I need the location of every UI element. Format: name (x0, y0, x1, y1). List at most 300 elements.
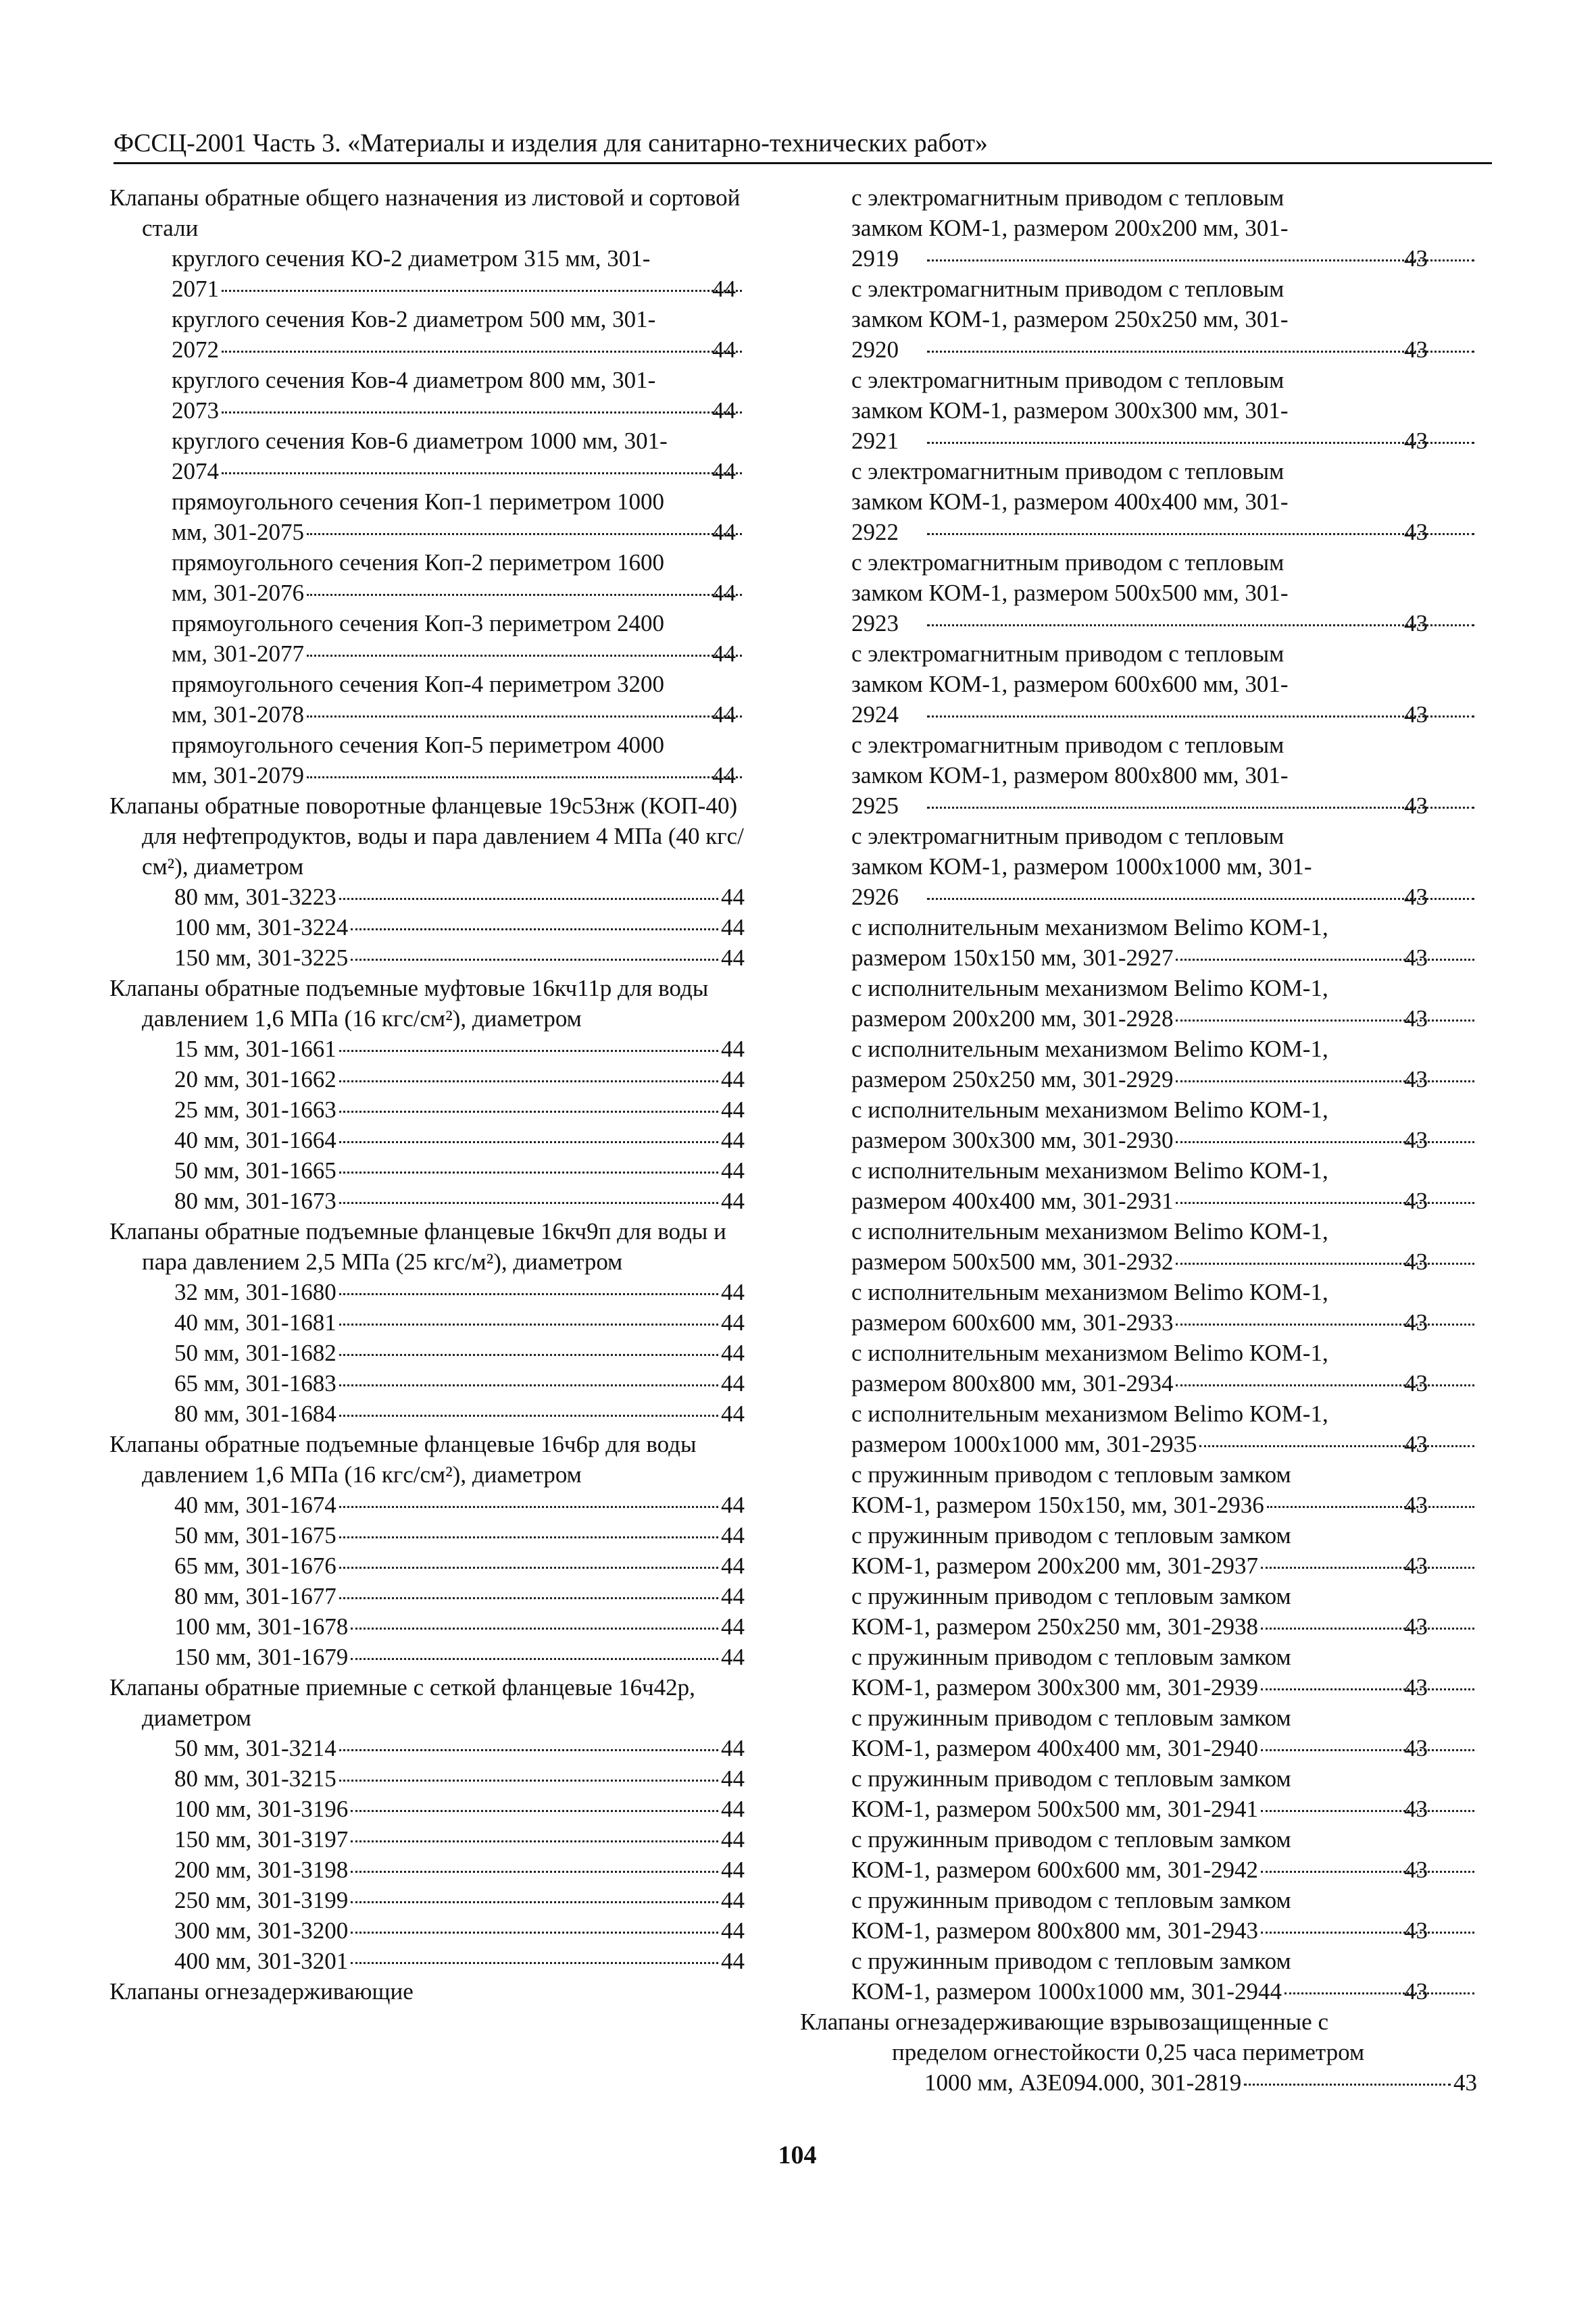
dot-leader (927, 533, 1474, 535)
entry-leader-line: размером 500x500 мм, 301-2932 43 (924, 1247, 1477, 1277)
right-column (800, 182, 1477, 2098)
dot-leader (339, 1749, 718, 1751)
page-ref: 44 (721, 1492, 745, 1518)
entry-text: 40 мм, 301-1674 (174, 1492, 336, 1518)
entry-leader-line: КОМ-1, размером 200x200 мм, 301-2937 43 (924, 1551, 1477, 1581)
dot-leader (1261, 1932, 1474, 1934)
dot-leader (1261, 1871, 1474, 1873)
entry-leader-line: размером 1000x1000 мм, 301-2935 43 (924, 1429, 1477, 1459)
index-entry (830, 274, 1477, 365)
entry-leader-line: КОМ-1, размером 150x150, мм, 301-2936 43 (924, 1490, 1477, 1520)
dot-leader (927, 259, 1474, 261)
dot-leader (307, 655, 742, 657)
index-entry (830, 1581, 1477, 1642)
index-entry (109, 1368, 745, 1399)
entry-text: 150 мм, 301-3225 (174, 945, 349, 971)
entry-text: круглого сечения КО-2 диаметром 315 мм, 301- (172, 245, 651, 272)
entry-leader-line: КОМ-1, размером 250x250 мм, 301-2938 43 (924, 1611, 1477, 1642)
page-ref: 44 (721, 1765, 745, 1792)
index-entry (109, 1064, 745, 1095)
index-entry (830, 1520, 1477, 1581)
page-ref: 43 (1453, 2069, 1477, 2096)
left-column (109, 182, 745, 2007)
dot-leader (1244, 2084, 1451, 2086)
entry-text: пределом огнестойкости 0,25 часа периметром (892, 2039, 1365, 2065)
dot-leader (351, 1628, 718, 1630)
dot-leader (339, 1324, 718, 1326)
index-entry (830, 1763, 1477, 1824)
entry-code: мм, 301-2075 (172, 519, 304, 545)
entry-code: 2074 (172, 458, 219, 484)
index-entry (109, 669, 745, 730)
dot-leader (339, 1172, 718, 1174)
dot-leader (1199, 1445, 1474, 1447)
entry-leader-line: 2924 43 (924, 699, 1477, 730)
entry-code: КОМ-1, размером 400x400 мм, 301-2940 (851, 1735, 1259, 1761)
group-heading: Клапаны обратные общего назначения из листовой и сортовой стали (109, 184, 741, 241)
entry-text: 25 мм, 301-1663 (174, 1097, 336, 1123)
dot-leader (1176, 1324, 1474, 1326)
entry-text: замком КОМ-1, размером 800x800 мм, 301- (851, 762, 1289, 788)
entry-text: 50 мм, 301-3214 (174, 1735, 336, 1761)
header-rule (114, 162, 1492, 164)
page-ref: 44 (721, 1583, 745, 1609)
dot-leader (351, 1871, 718, 1873)
index-entry (109, 1490, 745, 1520)
entry-leader-line: размером 400x400 мм, 301-2931 43 (924, 1186, 1477, 1216)
dot-leader (927, 351, 1474, 353)
index-entry (830, 547, 1477, 638)
entry-text: замком КОМ-1, размером 600x600 мм, 301- (851, 671, 1289, 697)
dot-leader (339, 1050, 718, 1052)
page-ref: 44 (721, 1188, 745, 1214)
page-ref: 44 (721, 1097, 745, 1123)
entry-text: с исполнительным механизмом Belimo КОМ-1, (851, 1157, 1328, 1184)
index-entry (830, 1824, 1477, 1885)
entry-text: круглого сечения Ков-4 диаметром 800 мм, 301- (172, 367, 656, 393)
entry-text: с исполнительным механизмом Belimo КОМ-1, (851, 1401, 1328, 1427)
entry-text: с электромагнитным приводом с тепловым (851, 732, 1285, 758)
entry-text: с исполнительным механизмом Belimo КОМ-1, (851, 1279, 1328, 1305)
entry-text: с исполнительным механизмом Belimo КОМ-1, (851, 1036, 1328, 1062)
entry-text: с электромагнитным приводом с тепловым (851, 640, 1285, 667)
dot-leader (339, 1780, 718, 1782)
entry-text: с исполнительным механизмом Belimo КОМ-1, (851, 1340, 1328, 1366)
dot-leader (927, 715, 1474, 718)
page-ref: 44 (721, 1279, 745, 1305)
entry-text: с пружинным приводом с тепловым замком (851, 1644, 1291, 1670)
dot-leader (351, 1658, 718, 1660)
entry-leader-line (892, 2067, 1477, 2098)
dot-leader (339, 1597, 718, 1599)
dot-leader (339, 1111, 718, 1113)
dot-leader (307, 715, 742, 718)
entry-text: 80 мм, 301-1677 (174, 1583, 336, 1609)
index-entry (109, 1551, 745, 1581)
index-entry (109, 1399, 745, 1429)
index-entry (830, 1703, 1477, 1763)
index-entry (109, 1186, 745, 1216)
page-ref: 44 (721, 1340, 745, 1366)
dot-leader (927, 624, 1474, 626)
entry-code: размером 200x200 мм, 301-2928 (851, 1005, 1174, 1032)
index-entry (830, 973, 1477, 1034)
index-entry (109, 243, 745, 304)
index-entry (109, 608, 745, 669)
entry-text: 65 мм, 301-1683 (174, 1370, 336, 1397)
index-entry (109, 942, 745, 973)
index-entry (830, 365, 1477, 456)
entry-text: с электромагнитным приводом с тепловым (851, 823, 1285, 849)
index-entry (109, 1855, 745, 1885)
entry-text: замком КОМ-1, размером 200x200 мм, 301- (851, 215, 1289, 241)
index-entry (830, 638, 1477, 730)
index-entry (109, 1611, 745, 1642)
entry-code: размером 500x500 мм, 301-2932 (851, 1249, 1174, 1275)
index-entry (830, 1034, 1477, 1095)
page-ref: 44 (721, 1887, 745, 1913)
page-ref: 44 (721, 914, 745, 940)
page-ref: 44 (721, 945, 745, 971)
dot-leader (307, 776, 742, 778)
entry-code: КОМ-1, размером 250x250 мм, 301-2938 (851, 1613, 1259, 1640)
index-entry (109, 1095, 745, 1125)
group-heading: Клапаны обратные подъемные фланцевые 16кч9п для воды и пара давлением 2,5 МПа (25 кгс/м²), диаметром (109, 1218, 726, 1275)
entry-code: КОМ-1, размером 800x800 мм, 301-2943 (851, 1917, 1259, 1944)
entry-code: размером 1000x1000 мм, 301-2935 (851, 1431, 1197, 1457)
entry-leader-line: 2923 43 (924, 608, 1477, 638)
index-entry (109, 1763, 745, 1794)
index-entry (830, 1642, 1477, 1703)
page-ref: 44 (721, 1309, 745, 1336)
page-ref: 44 (721, 1370, 745, 1397)
entry-text: 50 мм, 301-1682 (174, 1340, 336, 1366)
entry-text: Клапаны огнезадерживающие взрывозащищенные с (800, 2009, 1328, 2035)
dot-leader (1285, 1992, 1474, 1994)
entry-code: 1000 мм, АЗЕ094.000, 301-2819 (924, 2069, 1242, 2096)
index-entry (830, 1155, 1477, 1216)
index-entry (830, 1095, 1477, 1155)
entry-text: с пружинным приводом с тепловым замком (851, 1705, 1291, 1731)
entry-code: 2072 (172, 336, 219, 363)
dot-leader (351, 1840, 718, 1842)
dot-leader (1176, 1020, 1474, 1022)
index-entry (830, 1946, 1477, 2007)
entry-leader-line: мм, 301-2078 44 (204, 699, 745, 730)
dot-leader (351, 1810, 718, 1812)
index-entry (830, 1399, 1477, 1459)
entry-text: 100 мм, 301-1678 (174, 1613, 349, 1640)
entry-code: 2073 (172, 397, 219, 424)
entry-text: 20 мм, 301-1662 (174, 1066, 336, 1092)
index-entry (830, 730, 1477, 821)
page-ref: 44 (721, 1401, 745, 1427)
entry-text: 32 мм, 301-1680 (174, 1279, 336, 1305)
dot-leader (339, 1567, 718, 1569)
dot-leader (222, 351, 742, 353)
entry-text: прямоугольного сечения Коп-4 периметром 3200 (172, 671, 665, 697)
entry-leader-line: 2071 44 (204, 274, 745, 304)
dot-leader (1261, 1688, 1474, 1690)
entry-leader-line: мм, 301-2076 44 (204, 578, 745, 608)
entry-text: с исполнительным механизмом Belimo КОМ-1, (851, 1218, 1328, 1244)
entry-code: КОМ-1, размером 200x200 мм, 301-2937 (851, 1553, 1259, 1579)
dot-leader (222, 290, 742, 292)
dot-leader (351, 1901, 718, 1903)
page-number: 104 (778, 2141, 817, 2169)
entry-leader-line: КОМ-1, размером 600x600 мм, 301-2942 43 (924, 1855, 1477, 1885)
entry-code: размером 800x800 мм, 301-2934 (851, 1370, 1174, 1397)
entry-code: размером 400x400 мм, 301-2931 (851, 1188, 1174, 1214)
dot-leader (1176, 1202, 1474, 1204)
page-ref: 44 (721, 1826, 745, 1853)
dot-leader (927, 807, 1474, 809)
dot-leader (1267, 1506, 1474, 1508)
index-entry (109, 882, 745, 912)
group-heading: Клапаны обратные подъемные фланцевые 16ч6р для воды давлением 1,6 МПа (16 кгс/см²), диаметром (109, 1431, 697, 1488)
entry-text: 80 мм, 301-1684 (174, 1401, 336, 1427)
entry-code: размером 600x600 мм, 301-2933 (851, 1309, 1174, 1336)
index-entry (830, 1216, 1477, 1277)
entry-text: с исполнительным механизмом Belimo КОМ-1, (851, 975, 1328, 1001)
index-entry (109, 1824, 745, 1855)
entry-text: прямоугольного сечения Коп-2 периметром 1600 (172, 549, 665, 576)
index-entry (109, 1520, 745, 1551)
entry-text: 50 мм, 301-1665 (174, 1157, 336, 1184)
group-heading: Клапаны огнезадерживающие (109, 1978, 414, 2005)
entry-leader-line: 2922 43 (924, 517, 1477, 547)
entry-text: с пружинным приводом с тепловым замком (851, 1461, 1291, 1488)
entry-leader-line: КОМ-1, размером 800x800 мм, 301-2943 43 (924, 1915, 1477, 1946)
dot-leader (339, 1415, 718, 1417)
page-ref: 44 (721, 1917, 745, 1944)
dot-leader (339, 898, 718, 900)
index-entry (109, 1338, 745, 1368)
entry-text: 40 мм, 301-1664 (174, 1127, 336, 1153)
page-ref: 44 (721, 1796, 745, 1822)
page-ref: 44 (721, 1036, 745, 1062)
entry-leader-line: размером 200x200 мм, 301-2928 43 (924, 1003, 1477, 1034)
entry-text: с пружинным приводом с тепловым замком (851, 1826, 1291, 1853)
entry-leader-line: 2920 43 (924, 334, 1477, 365)
entry-text: замком КОМ-1, размером 250x250 мм, 301- (851, 306, 1289, 332)
entry-leader-line: КОМ-1, размером 1000x1000 мм, 301-2944 43 (924, 1976, 1477, 2007)
page-ref: 44 (721, 1127, 745, 1153)
dot-leader (307, 594, 742, 596)
dot-leader (339, 1202, 718, 1204)
dot-leader (927, 442, 1474, 444)
entry-code: мм, 301-2076 (172, 580, 304, 606)
index-entry (109, 912, 745, 942)
entry-text: 300 мм, 301-3200 (174, 1917, 349, 1944)
entry-text: замком КОМ-1, размером 1000x1000 мм, 301- (851, 853, 1312, 880)
index-entry (830, 821, 1477, 912)
entry-text: с электромагнитным приводом с тепловым (851, 276, 1285, 302)
entry-text: с электромагнитным приводом с тепловым (851, 549, 1285, 576)
entry-text: с исполнительным механизмом Belimo КОМ-1, (851, 1097, 1328, 1123)
index-entry (109, 547, 745, 608)
entry-text: 150 мм, 301-1679 (174, 1644, 349, 1670)
page-ref: 44 (721, 1735, 745, 1761)
dot-leader (1261, 1628, 1474, 1630)
page-ref: 44 (721, 884, 745, 910)
entry-text: с исполнительным механизмом Belimo КОМ-1, (851, 914, 1328, 940)
index-entry (109, 365, 745, 426)
index-entry (109, 1885, 745, 1915)
group-heading: Клапаны обратные поворотные фланцевые 19с53нж (КОП-40) для нефтепродуктов, воды и пара давлением 4 МПа (40 кгс/см²), диаметром (109, 793, 744, 880)
index-entry (800, 2007, 1477, 2098)
entry-text: 250 мм, 301-3199 (174, 1887, 349, 1913)
dot-leader (1176, 1080, 1474, 1082)
index-entry (109, 1946, 745, 1976)
dot-leader (1176, 959, 1474, 961)
entry-text: 150 мм, 301-3197 (174, 1826, 349, 1853)
index-entry (109, 1915, 745, 1946)
entry-code: мм, 301-2077 (172, 640, 304, 667)
page-ref: 44 (721, 1613, 745, 1640)
entry-text: замком КОМ-1, размером 400x400 мм, 301- (851, 488, 1289, 515)
index-entry (109, 730, 745, 790)
entry-text: прямоугольного сечения Коп-5 периметром 4000 (172, 732, 665, 758)
entry-leader-line: 2926 43 (924, 882, 1477, 912)
entry-text: 100 мм, 301-3224 (174, 914, 349, 940)
dot-leader (351, 1932, 718, 1934)
dot-leader (339, 1384, 718, 1386)
index-entry (830, 1277, 1477, 1338)
entry-leader-line: 2072 44 (204, 334, 745, 365)
entry-text: 15 мм, 301-1661 (174, 1036, 336, 1062)
entry-text: 400 мм, 301-3201 (174, 1948, 349, 1974)
entry-text: замком КОМ-1, размером 300x300 мм, 301- (851, 397, 1289, 424)
dot-leader (1261, 1810, 1474, 1812)
entry-leader-line: КОМ-1, размером 300x300 мм, 301-2939 43 (924, 1672, 1477, 1703)
entry-text: с электромагнитным приводом с тепловым (851, 184, 1285, 211)
entry-leader-line: 2919 43 (924, 243, 1477, 274)
dot-leader (339, 1293, 718, 1295)
entry-text: замком КОМ-1, размером 500x500 мм, 301- (851, 580, 1289, 606)
running-header: ФССЦ-2001 Часть 3. «Материалы и изделия для санитарно-технических работ» (114, 129, 988, 157)
entry-code: мм, 301-2078 (172, 701, 304, 728)
index-entry (830, 456, 1477, 547)
group-heading: Клапаны обратные подъемные муфтовые 16кч11р для воды давлением 1,6 МПа (16 кгс/см²), диаметром (109, 975, 709, 1032)
page-ref: 44 (721, 1066, 745, 1092)
page-ref: 44 (721, 1157, 745, 1184)
entry-leader-line: 2074 44 (204, 456, 745, 486)
dot-leader (351, 1962, 718, 1964)
index-entry (109, 1794, 745, 1824)
page-ref: 44 (721, 1857, 745, 1883)
entry-code: мм, 301-2079 (172, 762, 304, 788)
entry-code: КОМ-1, размером 300x300 мм, 301-2939 (851, 1674, 1259, 1701)
index-entry (109, 1155, 745, 1186)
dot-leader (1176, 1263, 1474, 1265)
index-entry (109, 486, 745, 547)
dot-leader (351, 928, 718, 930)
entry-code: КОМ-1, размером 150x150, мм, 301-2936 (851, 1492, 1264, 1518)
entry-text: прямоугольного сечения Коп-3 периметром 2400 (172, 610, 665, 636)
entry-text: круглого сечения Ков-6 диаметром 1000 мм, 301- (172, 428, 668, 454)
entry-text: с пружинным приводом с тепловым замком (851, 1522, 1291, 1549)
entry-leader-line: 2925 43 (924, 790, 1477, 821)
dot-leader (1261, 1749, 1474, 1751)
entry-leader-line: размером 800x800 мм, 301-2934 43 (924, 1368, 1477, 1399)
entry-leader-line: размером 600x600 мм, 301-2933 43 (924, 1307, 1477, 1338)
entry-text: 40 мм, 301-1681 (174, 1309, 336, 1336)
index-entry (830, 182, 1477, 274)
dot-leader (351, 959, 718, 961)
page-ref: 44 (721, 1522, 745, 1549)
index-entry (830, 1459, 1477, 1520)
dot-leader (927, 898, 1474, 900)
entry-code: 2071 (172, 276, 219, 302)
page-ref: 44 (721, 1948, 745, 1974)
entry-leader-line: мм, 301-2079 44 (204, 760, 745, 790)
entry-leader-line: мм, 301-2077 44 (204, 638, 745, 669)
dot-leader (339, 1506, 718, 1508)
index-entry (109, 1733, 745, 1763)
entry-text: с пружинным приводом с тепловым замком (851, 1765, 1291, 1792)
dot-leader (339, 1080, 718, 1082)
entry-text: 100 мм, 301-3196 (174, 1796, 349, 1822)
entry-leader-line: размером 150x150 мм, 301-2927 43 (924, 942, 1477, 973)
index-entry (830, 912, 1477, 973)
entry-leader-line: КОМ-1, размером 400x400 мм, 301-2940 43 (924, 1733, 1477, 1763)
entry-text: 80 мм, 301-1673 (174, 1188, 336, 1214)
entry-leader-line: размером 250x250 мм, 301-2929 43 (924, 1064, 1477, 1095)
entry-leader-line: КОМ-1, размером 500x500 мм, 301-2941 43 (924, 1794, 1477, 1824)
entry-text: 80 мм, 301-3223 (174, 884, 336, 910)
entry-leader-line: 2921 43 (924, 426, 1477, 456)
index-entry (109, 1307, 745, 1338)
entry-leader-line: мм, 301-2075 44 (204, 517, 745, 547)
dot-leader (339, 1354, 718, 1356)
entry-code: КОМ-1, размером 500x500 мм, 301-2941 (851, 1796, 1259, 1822)
dot-leader (1261, 1567, 1474, 1569)
entry-code: размером 150x150 мм, 301-2927 (851, 945, 1174, 971)
entry-code: КОМ-1, размером 1000x1000 мм, 301-2944 (851, 1978, 1282, 2005)
entry-text: с электромагнитным приводом с тепловым (851, 367, 1285, 393)
entry-leader-line: 2073 44 (204, 395, 745, 426)
index-entry (109, 426, 745, 486)
dot-leader (339, 1536, 718, 1538)
dot-leader (1176, 1141, 1474, 1143)
entry-text: прямоугольного сечения Коп-1 периметром 1000 (172, 488, 665, 515)
page-ref: 44 (721, 1553, 745, 1579)
index-entry (830, 1885, 1477, 1946)
entry-text: 50 мм, 301-1675 (174, 1522, 336, 1549)
entry-code: размером 300x300 мм, 301-2930 (851, 1127, 1174, 1153)
entry-text: с пружинным приводом с тепловым замком (851, 1948, 1291, 1974)
entry-text: 80 мм, 301-3215 (174, 1765, 336, 1792)
index-entry (830, 1338, 1477, 1399)
index-entry (109, 1277, 745, 1307)
page-ref: 44 (721, 1644, 745, 1670)
index-entry (109, 1034, 745, 1064)
entry-text: 200 мм, 301-3198 (174, 1857, 349, 1883)
dot-leader (1176, 1384, 1474, 1386)
entry-code: КОМ-1, размером 600x600 мм, 301-2942 (851, 1857, 1259, 1883)
entry-code: размером 250x250 мм, 301-2929 (851, 1066, 1174, 1092)
index-entry (109, 1581, 745, 1611)
dot-leader (307, 533, 742, 535)
index-entry (109, 1642, 745, 1672)
entry-leader-line: размером 300x300 мм, 301-2930 43 (924, 1125, 1477, 1155)
entry-text: круглого сечения Ков-2 диаметром 500 мм, 301- (172, 306, 656, 332)
entry-text: с пружинным приводом с тепловым замком (851, 1583, 1291, 1609)
dot-leader (339, 1141, 718, 1143)
entry-text: с пружинным приводом с тепловым замком (851, 1887, 1291, 1913)
dot-leader (222, 411, 742, 413)
